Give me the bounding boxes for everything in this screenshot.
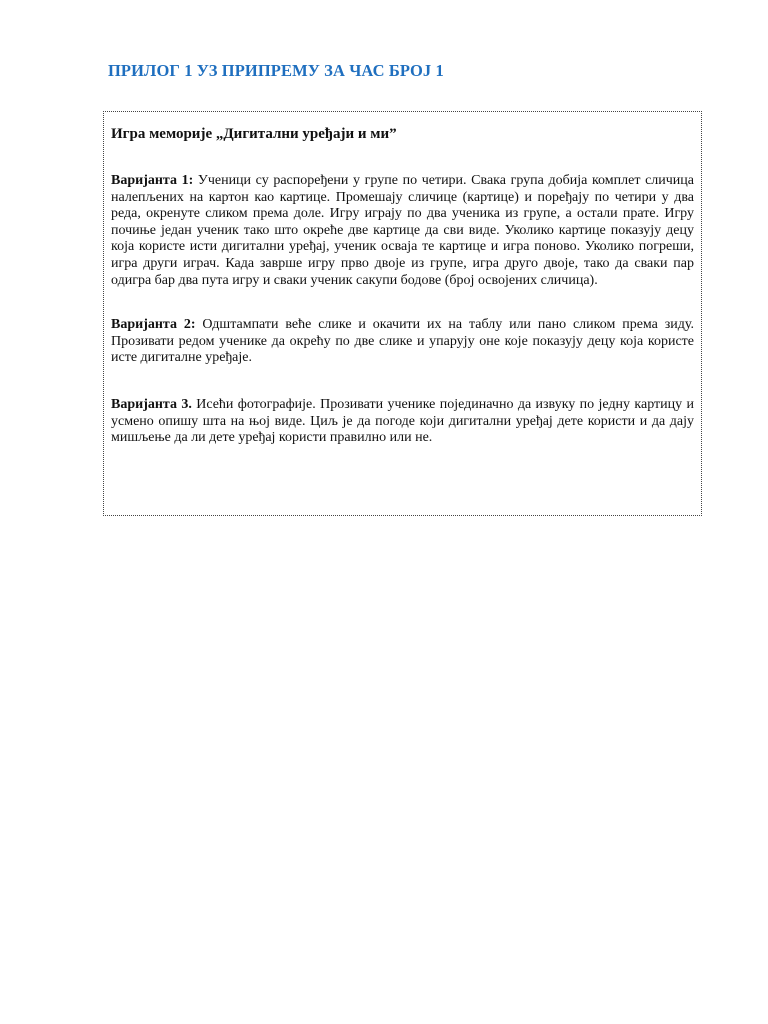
variant-3-label: Варијанта 3.: [111, 396, 192, 412]
variant-3-paragraph: [111, 397, 694, 447]
variant-1-paragraph: [111, 173, 694, 289]
variant-2-label: Варијанта 2:: [111, 317, 196, 333]
game-title: Игра меморије „Дигитални уређаји и ми”: [111, 126, 397, 142]
variant-3-text: Исећи фотографије. Прозивати ученике појединачно да извуку по једну картицу и усмено опишу шта на њој виде. Циљ је да погоде који дигитални уређај дете користи и да дају мишљење да ли дете уређај користи правилно или не.: [111, 396, 695, 446]
variant-2-paragraph: [111, 317, 694, 367]
variant-2-text: Одштампати веће слике и окачити их на таблу или пано сликом према зиду. Прозивати редом ученике да окрећу по две слике и упарују оне које показују децу која користе исте дигиталне уређаје.: [111, 317, 695, 366]
page-title: ПРИЛОГ 1 УЗ ПРИПРЕМУ ЗА ЧАС БРОЈ 1: [108, 61, 444, 80]
game-description-box: [103, 111, 702, 516]
variant-1-label: Варијанта 1:: [111, 173, 194, 188]
variant-1-text: Ученици су распоређени у групе по четири. Свака група добија комплет сличица налепљених на картон као картице. Промешају сличице (картице) и поређају по четири у два реда, окренуте сликом према доле. Игру играју по два ученика из групе, а остали прате. Игру почиње један ученик тако што окреће две картице да сви виде. Уколико картице показују децу која користе исти дигитални уређај, ученик осваја те картице и игра поново. Уколико погреши, игра други играч. Када заврше игру прво двоје из групе, игра друго двоје, тако да сваки пар одигра бар два пута игру и сваки ученик сакупи бодове (број освојених сличица).: [111, 173, 695, 288]
